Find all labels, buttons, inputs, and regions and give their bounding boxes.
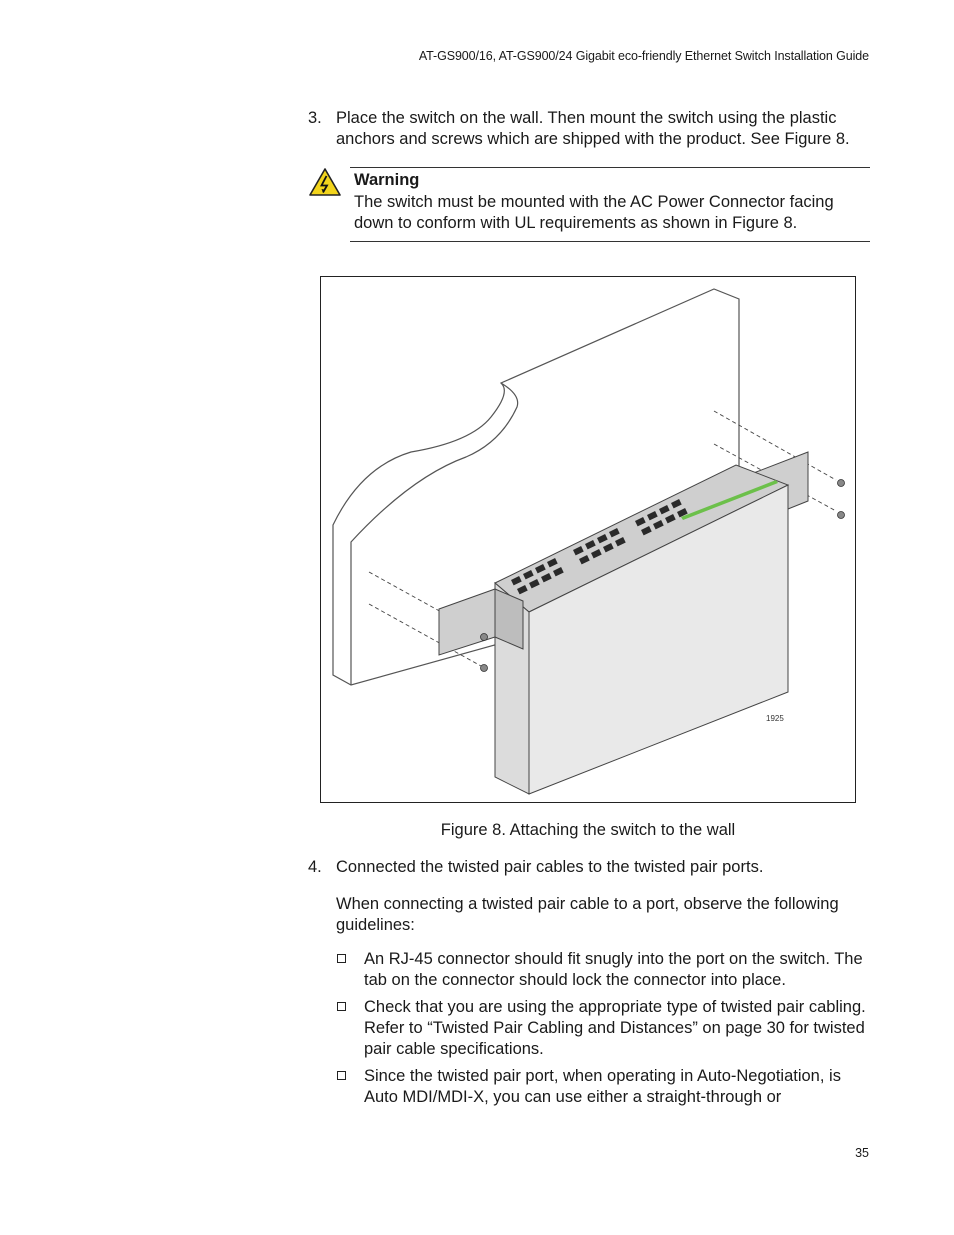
warning-rule-top [350, 167, 870, 168]
page-number: 35 [855, 1146, 869, 1160]
running-header: AT-GS900/16, AT-GS900/24 Gigabit eco-friendly Ethernet Switch Installation Guide [418, 49, 869, 63]
warning-rule-bottom [350, 241, 870, 242]
electrical-hazard-icon [308, 167, 342, 197]
checkbox-bullet-icon [337, 1071, 346, 1080]
checkbox-bullet-icon [337, 954, 346, 963]
step-text: Connected the twisted pair cables to the twisted pair ports. [336, 858, 764, 876]
figure-8-wall-mount-illustration [320, 276, 856, 803]
warning-body: The switch must be mounted with the AC Power Connector facing down to conform with UL requirements as shown in Figure 8. [354, 193, 834, 232]
warning-block [308, 167, 870, 242]
guideline-text: Since the twisted pair port, when operating in Auto-Negotiation, is Auto MDI/MDI-X, you can use either a straight-through or [364, 1067, 841, 1106]
guidelines-intro: When connecting a twisted pair cable to a port, observe the following guidelines: [336, 895, 839, 934]
warning-title: Warning [354, 171, 420, 189]
step-number: 4. [308, 858, 322, 876]
guideline-text: Check that you are using the appropriate type of twisted pair cabling. Refer to “Twisted Pair Cabling and Distances” on page 30 for twisted pair cable specifications. [364, 998, 866, 1058]
step-number: 3. [308, 109, 322, 127]
step-text: Place the switch on the wall. Then mount the switch using the plastic anchors and screws which are shipped with the product. See Figure 8. [336, 109, 850, 148]
guideline-text: An RJ-45 connector should fit snugly into the port on the switch. The tab on the connector should lock the connector into place. [364, 950, 863, 989]
figure-reference-number: 1925 [766, 714, 784, 723]
checkbox-bullet-icon [337, 1002, 346, 1011]
figure-caption: Figure 8. Attaching the switch to the wall [440, 821, 736, 839]
